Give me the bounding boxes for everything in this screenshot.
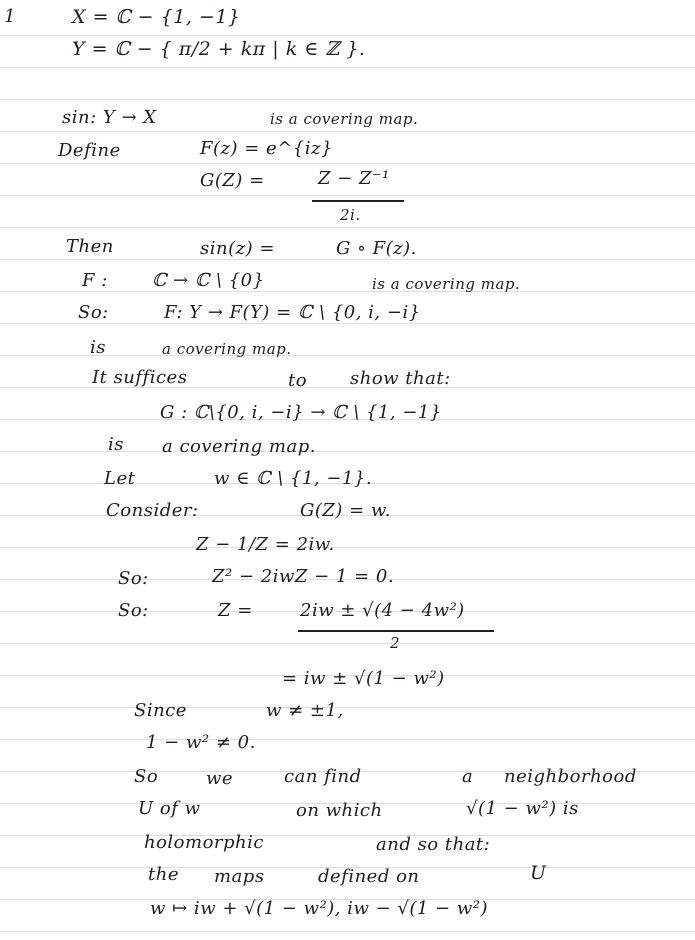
line-since: Since bbox=[134, 700, 187, 721]
line-so-label-3: So: bbox=[118, 600, 149, 621]
line-let-w: w ∈ ℂ \ {1, −1}. bbox=[214, 468, 373, 489]
line-maps: maps bbox=[214, 866, 265, 887]
line-f-covering: is a covering map. bbox=[372, 275, 521, 293]
line-a: a bbox=[462, 766, 474, 787]
line-can-find: can find bbox=[284, 766, 362, 787]
line-g-equals-w: G(Z) = w. bbox=[300, 500, 391, 521]
line-to: to bbox=[288, 370, 308, 391]
line-sin-map: sin: Y → X bbox=[62, 107, 157, 128]
line-def-g-lhs: G(Z) = bbox=[200, 170, 265, 191]
line-nonzero: 1 − w² ≠ 0. bbox=[146, 732, 256, 753]
line-so-word: So bbox=[134, 766, 159, 787]
line-show-that: show that: bbox=[350, 368, 451, 389]
line-z-minus-inverse: Z − 1/Z = 2iw. bbox=[196, 534, 335, 555]
line-u-of-w: U of w bbox=[138, 798, 201, 819]
line-def-f: F(z) = e^{iz} bbox=[200, 138, 333, 159]
line-defined-on: defined on bbox=[318, 866, 420, 887]
line-def-g-denominator: 2i. bbox=[340, 206, 361, 224]
line-let: Let bbox=[104, 468, 136, 489]
line-quadratic-numerator: 2iw ± √(4 − 4w²) bbox=[300, 600, 465, 621]
line-define-label: Define bbox=[58, 140, 121, 161]
line-is-1: is bbox=[90, 337, 106, 358]
line-it-suffices: It suffices bbox=[92, 367, 188, 388]
line-neighborhood: neighborhood bbox=[504, 766, 637, 787]
line-sqrt-is: √(1 − w²) is bbox=[466, 798, 579, 819]
line-f-label: F : bbox=[82, 270, 108, 291]
line-branch-maps: w ↦ iw + √(1 − w²), iw − √(1 − w²) bbox=[150, 898, 488, 919]
line-sin-composition: G ∘ F(z). bbox=[336, 238, 417, 259]
line-g-map: G : ℂ\{0, i, −i} → ℂ \ {1, −1} bbox=[160, 402, 442, 423]
line-is-2: is bbox=[108, 434, 124, 455]
line-neighborhood-u: U bbox=[530, 862, 547, 884]
fraction-bar-g bbox=[312, 200, 404, 202]
line-def-x: X = ℂ − {1, −1} bbox=[72, 6, 241, 28]
line-then-label: Then bbox=[66, 236, 114, 257]
line-consider: Consider: bbox=[106, 500, 199, 521]
line-def-y: Y = ℂ − { π/2 + kπ | k ∈ ℤ }. bbox=[72, 38, 366, 60]
line-f-restricted: F: Y → F(Y) = ℂ \ {0, i, −i} bbox=[164, 302, 421, 323]
page-number: 1 bbox=[4, 6, 16, 27]
line-sin-covering: is a covering map. bbox=[270, 110, 419, 128]
line-so-label-2: So: bbox=[118, 568, 149, 589]
line-root-simplified: = iw ± √(1 − w²) bbox=[282, 668, 445, 689]
line-and-so-that: and so that: bbox=[376, 834, 491, 855]
line-sin-eq: sin(z) = bbox=[200, 238, 275, 259]
line-covering-map-1: a covering map. bbox=[162, 340, 292, 358]
fraction-bar-z bbox=[298, 630, 494, 632]
line-z-eq: Z = bbox=[218, 600, 253, 621]
line-quadratic: Z² − 2iwZ − 1 = 0. bbox=[212, 566, 395, 587]
line-we: we bbox=[206, 768, 234, 789]
line-covering-map-2: a covering map. bbox=[162, 436, 316, 457]
line-the: the bbox=[148, 864, 179, 885]
line-holomorphic: holomorphic bbox=[144, 832, 264, 853]
line-so-label-1: So: bbox=[78, 302, 109, 323]
line-on-which: on which bbox=[296, 800, 383, 821]
line-w-not-pm1: w ≠ ±1, bbox=[266, 700, 344, 721]
line-quadratic-denominator: 2 bbox=[390, 634, 401, 652]
line-def-g-numerator: Z − Z⁻¹ bbox=[318, 168, 390, 189]
line-f-map: ℂ → ℂ \ {0} bbox=[152, 270, 265, 291]
